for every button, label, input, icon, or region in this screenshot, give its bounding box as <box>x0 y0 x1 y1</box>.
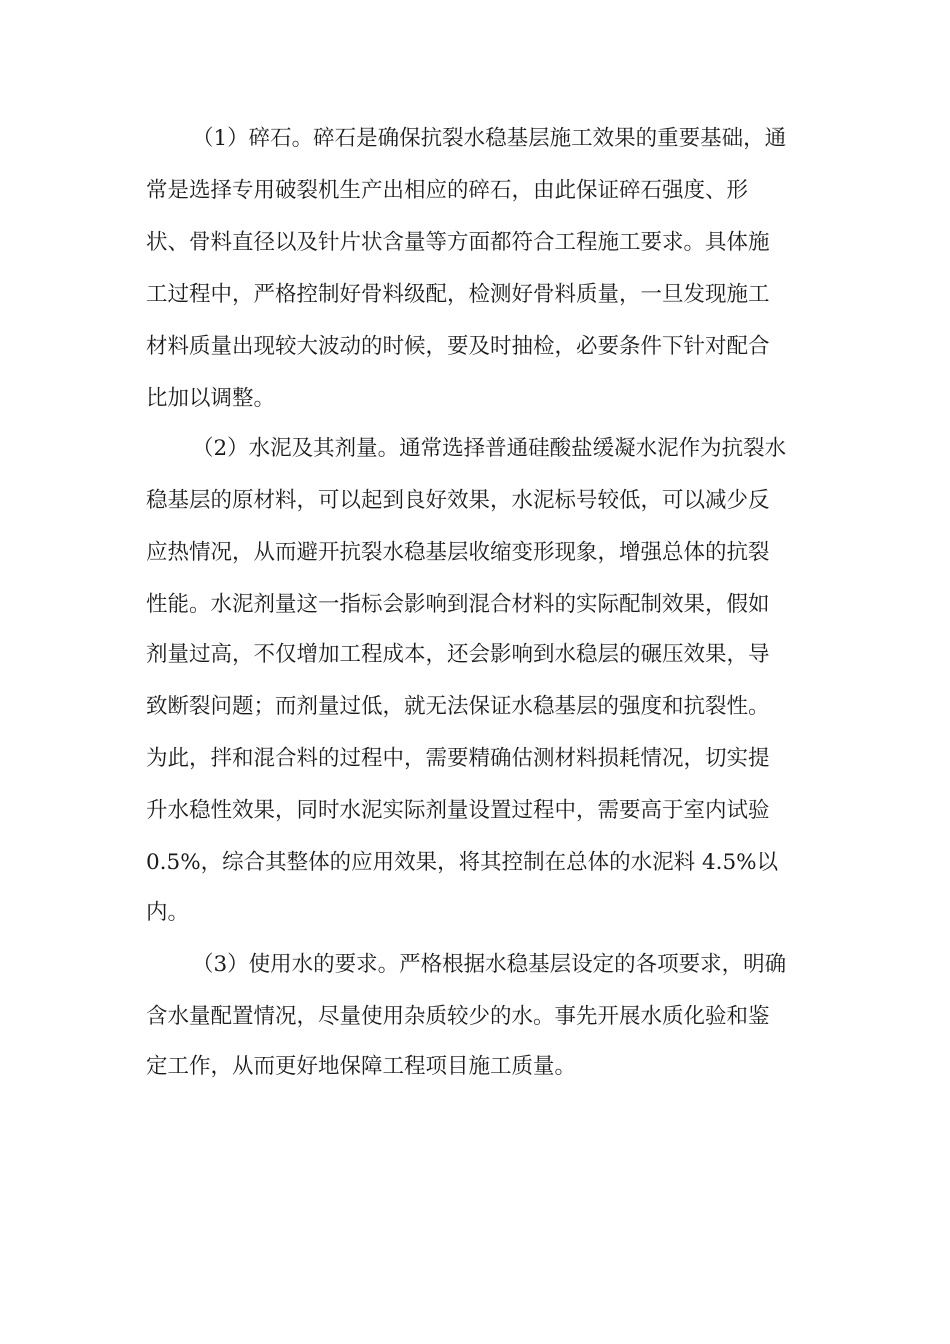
paragraph-2-line-6: 致断裂问题；而剂量过低，就无法保证水稳基层的强度和抗裂性。 <box>146 694 770 719</box>
paragraph-1-line-5: 材料质量出现较大波动的时候，要及时抽检，必要条件下针对配合 <box>146 334 770 359</box>
paragraph-2-line-2: 稳基层的原材料，可以起到良好效果，水泥标号较低，可以减少反 <box>146 488 770 513</box>
paragraph-3-line-2: 含水量配置情况，尽量使用杂质较少的水。事先开展水质化验和鉴 <box>146 1004 770 1029</box>
paragraph-1-line-2: 常是选择专用破裂机生产出相应的碎石，由此保证碎石强度、形 <box>146 178 749 203</box>
paragraph-2-line-7: 为此，拌和混合料的过程中，需要精确估测材料损耗情况，切实提 <box>146 746 770 771</box>
paragraph-2-line-4: 性能。水泥剂量这一指标会影响到混合材料的实际配制效果，假如 <box>146 592 770 617</box>
paragraph-3-line-3: 定工作，从而更好地保障工程项目施工质量。 <box>146 1054 577 1079</box>
paragraph-2-line-10: 内。 <box>146 900 190 925</box>
paragraph-2-line-5: 剂量过高，不仅增加工程成本，还会影响到水稳层的碾压效果，导 <box>146 642 770 667</box>
paragraph-2-line-3: 应热情况，从而避开抗裂水稳基层收缩变形现象，增强总体的抗裂 <box>146 540 770 565</box>
paragraph-1-line-6: 比加以调整。 <box>146 386 276 411</box>
paragraph-2-line-8: 升水稳性效果，同时水泥实际剂量设置过程中，需要高于室内试验 <box>146 798 770 823</box>
paragraph-1-line-3: 状、骨料直径以及针片状含量等方面都符合工程施工要求。具体施 <box>146 230 770 255</box>
paragraph-2-line-9: 0.5%，综合其整体的应用效果，将其控制在总体的水泥料 4.5%以 <box>146 850 779 875</box>
paragraph-1-line-1: （1）碎石。碎石是确保抗裂水稳基层施工效果的重要基础，通 <box>192 126 787 151</box>
paragraph-2-line-1: （2）水泥及其剂量。通常选择普通硅酸盐缓凝水泥作为抗裂水 <box>192 436 787 461</box>
paragraph-3-line-1: （3）使用水的要求。严格根据水稳基层设定的各项要求，明确 <box>192 952 787 977</box>
paragraph-1-line-4: 工过程中，严格控制好骨料级配，检测好骨料质量，一旦发现施工 <box>146 282 770 307</box>
